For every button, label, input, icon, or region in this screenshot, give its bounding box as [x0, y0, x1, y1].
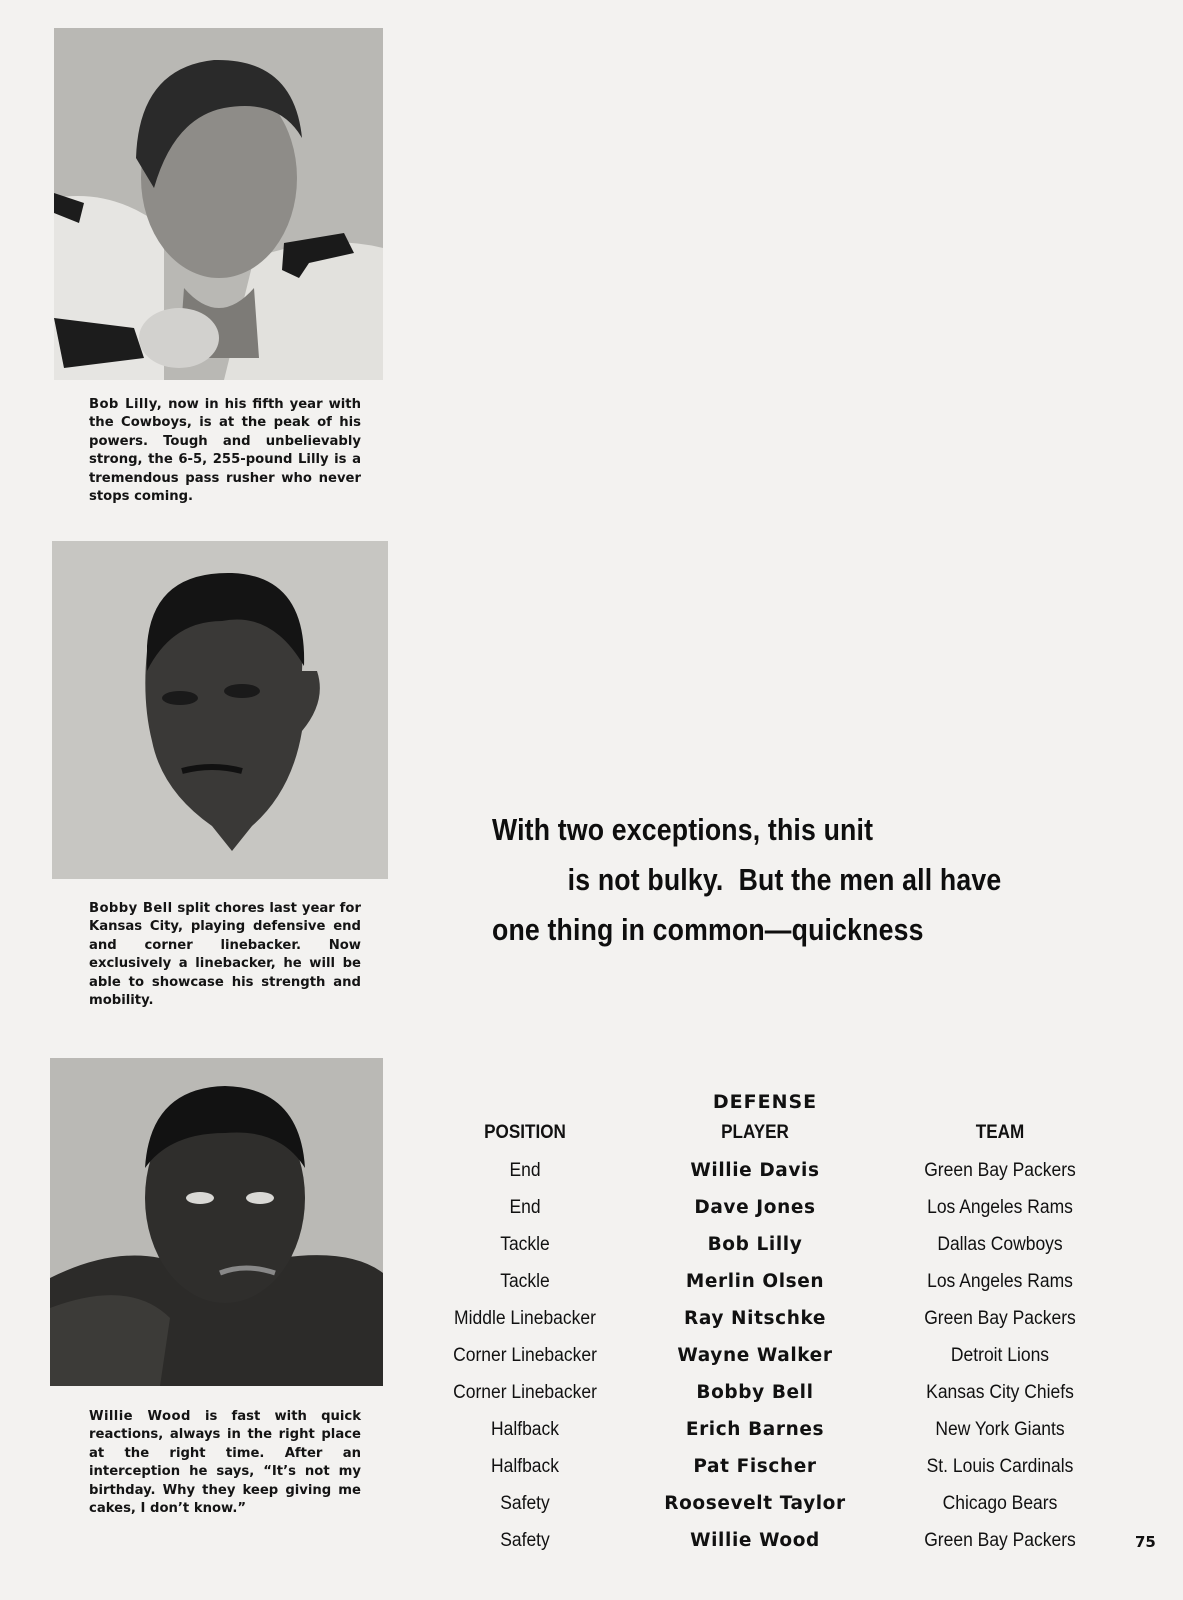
- player-cell: Ray Nitschke: [683, 1308, 827, 1329]
- caption-bobby-bell: [89, 900, 361, 1010]
- caption-text: split chores last year for Kansas City, playing defensive end and corner linebacker. Now exclusively a linebacker, he will be able to showcase his strength and mobility.: [89, 901, 361, 1009]
- table-row: [420, 1234, 1120, 1271]
- photo-bob-lilly: [54, 28, 383, 380]
- portrait-image: [54, 28, 383, 380]
- headline: [492, 805, 1001, 955]
- team-cell: Los Angeles Rams: [927, 1197, 1073, 1218]
- player-cell: Willie Wood: [690, 1530, 820, 1551]
- table-title: DEFENSE: [712, 1091, 818, 1113]
- page-number: 75: [1135, 1533, 1156, 1551]
- team-cell: New York Giants: [935, 1419, 1065, 1440]
- table-row: [420, 1530, 1120, 1567]
- table-row: [420, 1382, 1120, 1419]
- portrait-image: [52, 541, 388, 879]
- team-cell: Los Angeles Rams: [927, 1271, 1073, 1292]
- position-cell: Safety: [500, 1493, 550, 1514]
- position-cell: Corner Linebacker: [453, 1382, 597, 1403]
- table-row: [420, 1345, 1120, 1382]
- player-cell: Wayne Walker: [677, 1345, 833, 1366]
- team-cell: Chicago Bears: [942, 1493, 1058, 1514]
- player-cell: Bob Lilly: [707, 1234, 803, 1255]
- caption-text: now in his fifth year with the Cowboys, is at the peak of his powers. Tough and unbelievably strong, the 6-5, 255-pound Lilly is a tremendous pass rusher who never stops coming.: [89, 397, 361, 505]
- team-cell: Dallas Cowboys: [937, 1234, 1063, 1255]
- photo-willie-wood: [50, 1058, 383, 1386]
- team-cell: Green Bay Packers: [924, 1160, 1076, 1181]
- caption-name: Willie Wood: [89, 1409, 191, 1424]
- team-cell: Kansas City Chiefs: [926, 1382, 1074, 1403]
- position-cell: Halfback: [490, 1456, 559, 1477]
- player-cell: Dave Jones: [694, 1197, 816, 1218]
- caption-name: Bob Lilly,: [89, 397, 163, 412]
- position-cell: Middle Linebacker: [454, 1308, 596, 1329]
- position-cell: Tackle: [500, 1234, 550, 1255]
- column-header-player: PLAYER: [721, 1122, 789, 1143]
- position-cell: Safety: [500, 1530, 550, 1551]
- table-row: [420, 1493, 1120, 1530]
- position-cell: End: [509, 1160, 541, 1181]
- team-cell: Green Bay Packers: [924, 1308, 1076, 1329]
- team-cell: Detroit Lions: [950, 1345, 1050, 1366]
- position-cell: Corner Linebacker: [453, 1345, 597, 1366]
- table-row: [420, 1308, 1120, 1345]
- team-cell: St. Louis Cardinals: [926, 1456, 1074, 1477]
- table-row: [420, 1419, 1120, 1456]
- caption-willie-wood: [89, 1408, 361, 1518]
- caption-name: Bobby Bell: [89, 901, 173, 916]
- player-cell: Roosevelt Taylor: [664, 1493, 846, 1514]
- column-header-position: POSITION: [484, 1122, 566, 1143]
- column-header-team: TEAM: [975, 1122, 1025, 1143]
- headline-line-3: one thing in common—quickness: [492, 912, 924, 947]
- player-cell: Bobby Bell: [696, 1382, 814, 1403]
- player-cell: Willie Davis: [690, 1160, 820, 1181]
- position-cell: End: [509, 1197, 541, 1218]
- position-cell: Halfback: [490, 1419, 559, 1440]
- table-row: [420, 1160, 1120, 1197]
- portrait-image: [50, 1058, 383, 1386]
- player-cell: Pat Fischer: [693, 1456, 817, 1477]
- table-row: [420, 1456, 1120, 1493]
- player-cell: Merlin Olsen: [685, 1271, 825, 1292]
- position-cell: Tackle: [500, 1271, 550, 1292]
- headline-line-2: is not bulky. But the men all have: [567, 862, 1002, 897]
- headline-line-1: With two exceptions, this unit: [492, 812, 874, 847]
- table-row: [420, 1271, 1120, 1308]
- team-cell: Green Bay Packers: [924, 1530, 1076, 1551]
- table-row: [420, 1197, 1120, 1234]
- caption-text: is fast with quick reactions, always in the right place at the right time. After an interception he says, “It’s not my birthday. Why they keep giving me cakes, I don’t know.”: [89, 1409, 362, 1517]
- photo-bobby-bell: [52, 541, 388, 879]
- player-cell: Erich Barnes: [685, 1419, 825, 1440]
- caption-bob-lilly: [89, 396, 361, 506]
